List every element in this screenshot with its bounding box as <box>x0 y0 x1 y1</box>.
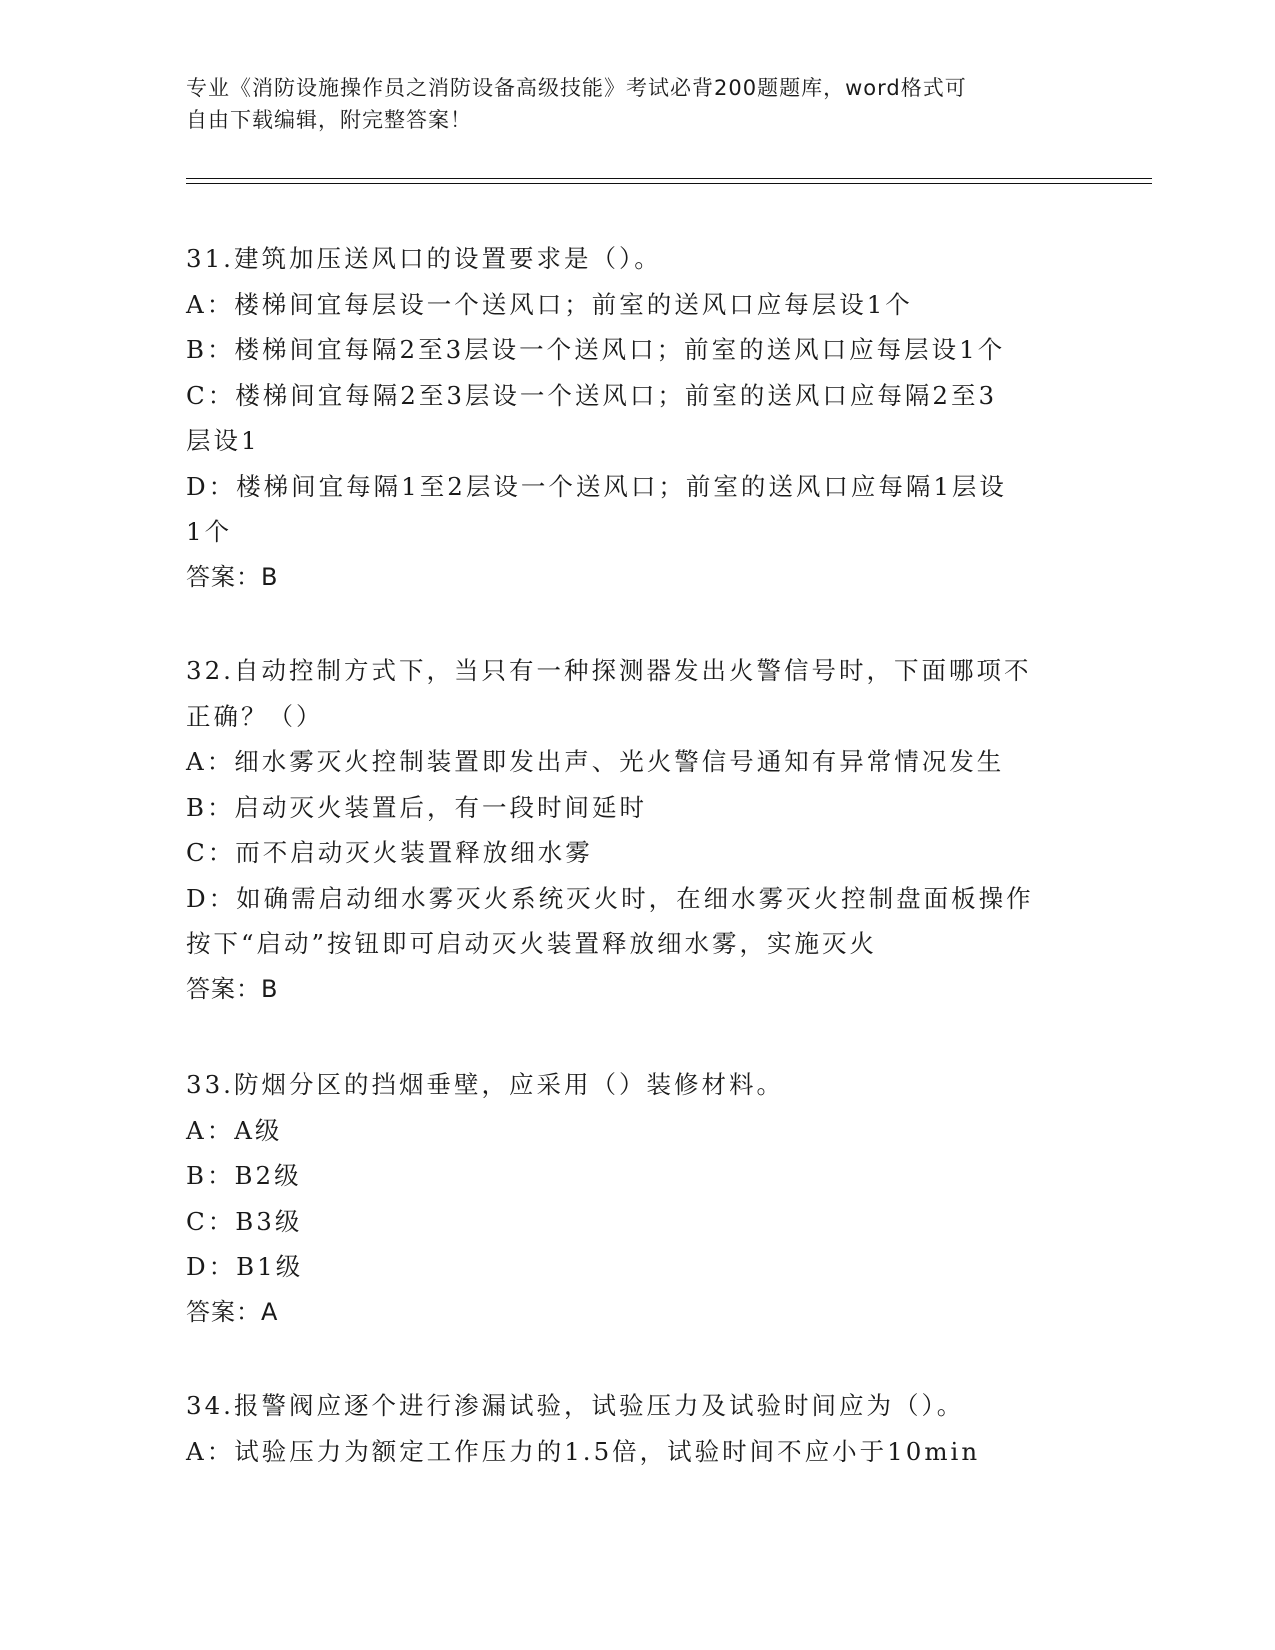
answer-option: D：如确需启动细水雾灭火系统灭火时，在细水雾灭火控制盘面板操作 <box>186 883 1034 913</box>
answer-option: A：A级 <box>186 1115 283 1145</box>
answer-option: B：楼梯间宜每隔2至3层设一个送风口；前室的送风口应每层设1个 <box>186 335 1006 364</box>
question-stem: 32.自动控制方式下，当只有一种探测器发出火警信号时，下面哪项不 <box>186 656 1032 685</box>
question-block <box>186 648 1086 1012</box>
answer-option: 按下“启动”按钮即可启动灭火装置释放细水雾，实施灭火 <box>186 929 878 958</box>
answer-option: C：B3级 <box>186 1206 303 1236</box>
header-divider-bottom <box>186 183 1152 184</box>
question-list <box>186 236 1086 1520</box>
answer-option: C：楼梯间宜每隔2至3层设一个送风口；前室的送风口应每隔2至3 <box>186 380 998 410</box>
question-block <box>186 1383 1086 1474</box>
answer-option: A：试验压力为额定工作压力的1.5倍，试验时间不应小于10min <box>186 1436 981 1466</box>
answer-option: C：而不启动灭火装置释放细水雾 <box>186 838 593 867</box>
header-line-2: 自由下载编辑，附完整答案！ <box>186 108 472 132</box>
answer-key: 答案：A <box>186 1297 279 1326</box>
header-divider-top <box>186 178 1152 179</box>
question-stem: 31.建筑加压送风口的设置要求是（）。 <box>186 244 662 273</box>
answer-option: A：细水雾灭火控制装置即发出声、光火警信号通知有异常情况发生 <box>186 747 1005 776</box>
answer-option: A：楼梯间宜每层设一个送风口；前室的送风口应每层设1个 <box>186 289 913 319</box>
answer-option: B：启动灭火装置后，有一段时间延时 <box>186 792 648 822</box>
answer-option: D：B1级 <box>186 1252 304 1281</box>
answer-option: 1个 <box>186 517 233 546</box>
answer-option: D：楼梯间宜每隔1至2层设一个送风口；前室的送风口应每隔1层设 <box>186 471 1007 501</box>
header-line-1: 专业《消防设施操作员之消防设备高级技能》考试必背200题题库，word格式可 <box>186 76 967 100</box>
document-header <box>186 72 1066 136</box>
question-stem: 34.报警阀应逐个进行渗漏试验，试验压力及试验时间应为（）。 <box>186 1391 965 1420</box>
question-block <box>186 236 1086 600</box>
question-block <box>186 1062 1086 1335</box>
question-stem: 正确？（） <box>186 701 324 731</box>
answer-key: 答案：B <box>186 562 279 591</box>
question-stem: 33.防烟分区的挡烟垂壁，应采用（）装修材料。 <box>186 1070 784 1099</box>
answer-option: 层设1 <box>186 426 260 455</box>
answer-option: B：B2级 <box>186 1161 302 1190</box>
answer-key: 答案：B <box>186 974 279 1003</box>
